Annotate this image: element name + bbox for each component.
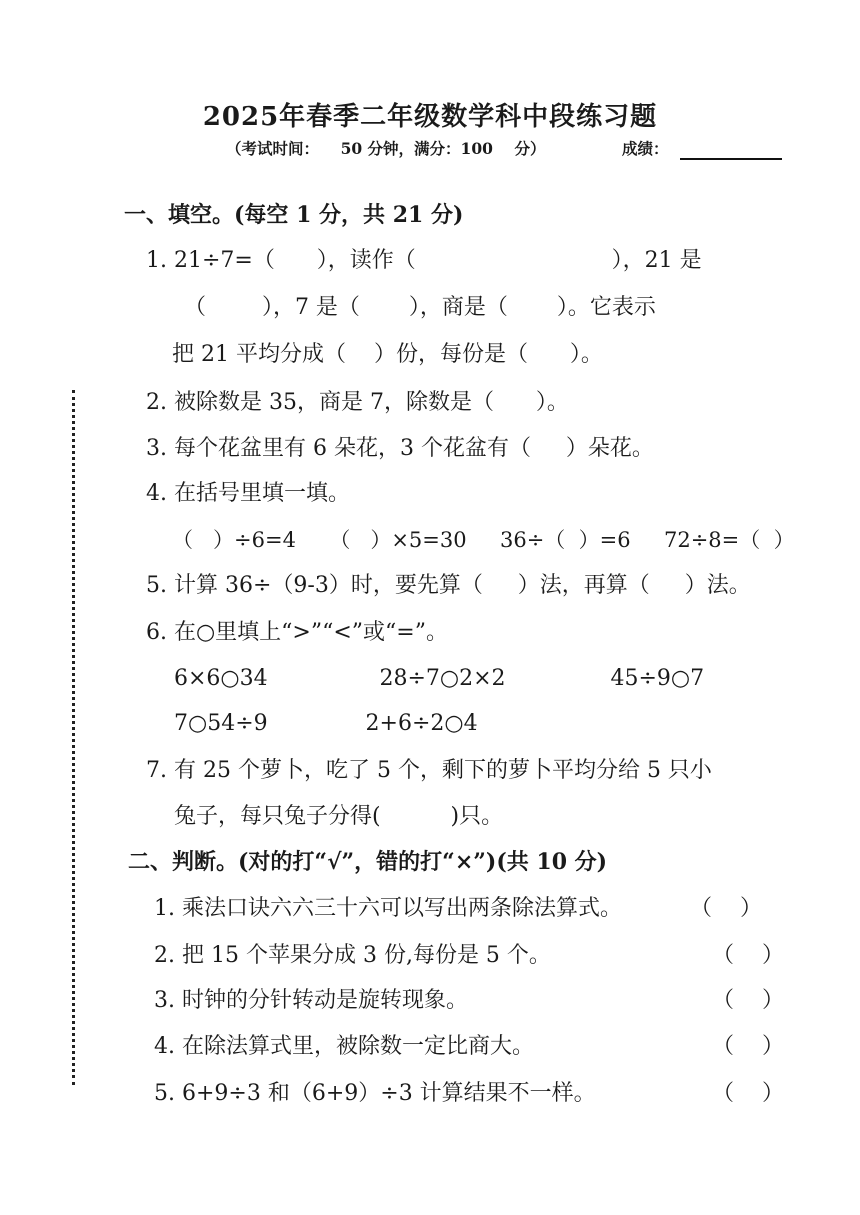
page-title: 2025年春季二年级数学科中段练习题 bbox=[202, 102, 658, 132]
question-line: （ ），7 是（ ），商是（ ）。它表示 bbox=[184, 295, 656, 320]
judge-item: 1. 乘法口诀六六三十六可以写出两条除法算式。 bbox=[154, 896, 622, 921]
score-label: 成绩： bbox=[622, 139, 669, 158]
question-line: 4. 在括号里填一填。 bbox=[146, 481, 350, 506]
question-line: 6. 在○里填上“>”“<”或“=”。 bbox=[146, 620, 448, 645]
section-heading-fill-blank: 一、填空。(每空 1 分，共 21 分) bbox=[124, 202, 464, 228]
question-line: 兔子，每只兔子分得( )只。 bbox=[174, 804, 504, 829]
question-line: 5. 计算 36÷（9-3）时，要先算（ ）法，再算（ ）法。 bbox=[146, 573, 751, 598]
judge-item: 5. 6+9÷3 和（6+9）÷3 计算结果不一样。 bbox=[154, 1081, 596, 1106]
score-blank[interactable] bbox=[680, 158, 782, 160]
question-line: 7○54÷9 2+6÷2○4 bbox=[174, 711, 478, 736]
section-heading-true-false: 二、判断。(对的打“√”，错的打“×”)(共 10 分) bbox=[128, 849, 608, 875]
judge-item: 2. 把 15 个苹果分成 3 份,每份是 5 个。 bbox=[154, 943, 551, 968]
binding-fold-line bbox=[72, 390, 75, 1085]
question-line: 1. 21÷7=（ ），读作（ ），21 是 bbox=[146, 248, 702, 273]
judge-answer-bracket[interactable]: （ ） bbox=[712, 988, 784, 1013]
question-line: （ ）÷6=4 （ ）×5=30 36÷（ ）=6 72÷8=（ ） bbox=[172, 528, 795, 552]
judge-answer-bracket[interactable]: （ ） bbox=[712, 1034, 784, 1059]
judge-answer-bracket[interactable]: （ ） bbox=[712, 943, 784, 968]
question-line: 7. 有 25 个萝卜，吃了 5 个，剩下的萝卜平均分给 5 只小 bbox=[146, 758, 712, 783]
question-line: 3. 每个花盆里有 6 朵花，3 个花盆有（ ）朵花。 bbox=[146, 436, 654, 461]
judge-item: 4. 在除法算式里，被除数一定比商大。 bbox=[154, 1034, 534, 1059]
question-line: 把 21 平均分成（ ）份，每份是（ ）。 bbox=[172, 342, 603, 367]
question-line: 6×6○34 28÷7○2×2 45÷9○7 bbox=[174, 666, 705, 691]
judge-answer-bracket[interactable]: （ ） bbox=[690, 896, 762, 921]
judge-item: 3. 时钟的分针转动是旋转现象。 bbox=[154, 988, 468, 1013]
exam-info: （考试时间： 50 分钟，满分：100 分） bbox=[226, 139, 546, 158]
question-line: 2. 被除数是 35，商是 7，除数是（ ）。 bbox=[146, 390, 569, 415]
judge-answer-bracket[interactable]: （ ） bbox=[712, 1081, 784, 1106]
